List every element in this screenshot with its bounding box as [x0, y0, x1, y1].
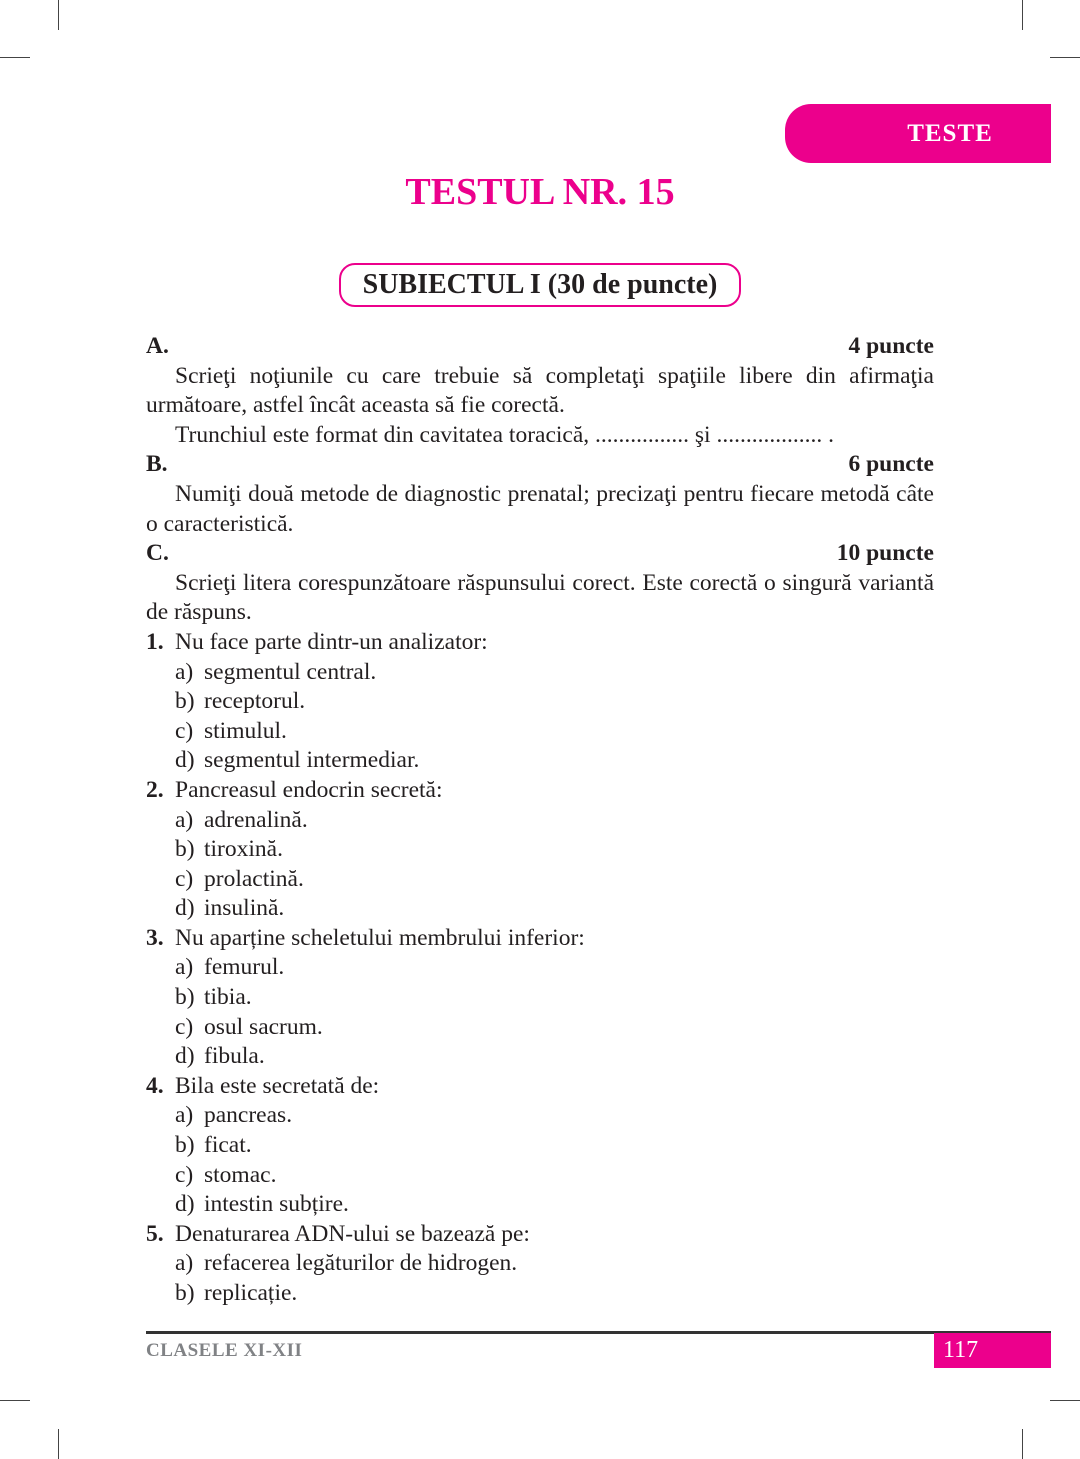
footer-divider: [146, 1331, 1051, 1334]
answer-option: [146, 894, 934, 924]
option-text: stomac.: [204, 1161, 277, 1188]
section-letter: A.: [146, 333, 169, 359]
question-text: Bila este secretată de:: [175, 1072, 380, 1099]
answer-option: [146, 1190, 934, 1220]
answer-option: [146, 1101, 934, 1131]
question-text: Denaturarea ADN-ului se bazează pe:: [175, 1220, 530, 1247]
question: [146, 924, 934, 954]
option-letter: c): [175, 865, 194, 892]
answer-option: [146, 806, 934, 836]
option-text: intestin subțire.: [204, 1191, 349, 1218]
option-text: femurul.: [204, 954, 285, 981]
question: [146, 776, 934, 806]
answer-option: [146, 835, 934, 865]
option-letter: d): [175, 747, 195, 774]
option-text: tibia.: [204, 984, 252, 1011]
answer-option: [146, 717, 934, 747]
option-letter: c): [175, 1013, 194, 1040]
section-letter: C.: [146, 540, 169, 567]
answer-option: [146, 1013, 934, 1043]
subject-heading: SUBIECTUL I (30 de puncte): [339, 263, 741, 307]
question-number: 2.: [146, 776, 164, 803]
answer-option: [146, 1249, 934, 1279]
test-content: [146, 332, 934, 1309]
option-text: insulină.: [204, 895, 285, 922]
question: [146, 628, 934, 658]
crop-mark: [58, 0, 59, 30]
question-number: 4.: [146, 1072, 164, 1099]
crop-mark: [58, 1429, 59, 1459]
section-a-text: Scrieţi noţiunile cu care trebuie să completaţi spaţiile libere din afirmaţia următoare, astfel încât aceasta să fie corectă.: [146, 362, 934, 419]
option-letter: c): [175, 1161, 194, 1188]
option-letter: a): [175, 954, 194, 981]
crop-mark: [0, 1400, 30, 1401]
footer-label: CLASELE XI-XII: [146, 1340, 303, 1361]
question-number: 5.: [146, 1220, 164, 1247]
page-title: TESTUL NR. 15: [405, 171, 675, 213]
answer-option: [146, 953, 934, 983]
answer-option: [146, 1161, 934, 1191]
answer-option: [146, 983, 934, 1013]
option-text: prolactină.: [204, 865, 304, 892]
option-letter: b): [175, 836, 195, 863]
section-letter: B.: [146, 451, 168, 478]
section-c-header: [146, 539, 934, 569]
answer-option: [146, 1042, 934, 1072]
question-list: [146, 628, 934, 1309]
option-letter: a): [175, 1102, 194, 1129]
crop-mark: [0, 57, 30, 58]
option-letter: a): [175, 1250, 194, 1277]
answer-option: [146, 865, 934, 895]
question: [146, 1220, 934, 1250]
option-text: refacerea legăturilor de hidrogen.: [204, 1250, 518, 1277]
option-letter: a): [175, 806, 194, 833]
option-text: receptorul.: [204, 688, 306, 715]
section-b-text: Numiţi două metode de diagnostic prenatal; precizaţi pentru fiecare metodă câte o caracteristică.: [146, 480, 934, 537]
option-letter: c): [175, 717, 194, 744]
option-text: pancreas.: [204, 1102, 293, 1129]
section-points: 10 puncte: [836, 540, 934, 567]
option-text: segmentul central.: [204, 658, 377, 685]
option-letter: d): [175, 895, 195, 922]
question-text: Nu face parte dintr-un analizator:: [175, 628, 488, 655]
option-letter: b): [175, 984, 195, 1011]
option-letter: d): [175, 1043, 195, 1070]
section-c-text: Scrieţi litera corespunzătoare răspunsului corect. Este corectă o singură variantă de răspuns.: [146, 569, 934, 626]
crop-mark: [1050, 1400, 1080, 1401]
question-text: Nu aparține scheletului membrului inferior:: [175, 924, 585, 951]
option-text: segmentul intermediar.: [204, 747, 420, 774]
option-text: ficat.: [204, 1132, 252, 1159]
answer-option: [146, 1131, 934, 1161]
option-text: fibula.: [204, 1043, 265, 1070]
option-text: osul sacrum.: [204, 1013, 323, 1040]
option-letter: b): [175, 1280, 195, 1306]
crop-mark: [1022, 1429, 1023, 1459]
option-text: replicație.: [204, 1280, 298, 1306]
answer-option: [146, 687, 934, 717]
page-number: 117: [934, 1333, 1051, 1368]
option-text: stimulul.: [204, 717, 287, 744]
option-letter: b): [175, 688, 195, 715]
question: [146, 1072, 934, 1102]
option-letter: a): [175, 658, 194, 685]
option-text: adrenalină.: [204, 806, 308, 833]
answer-option: [146, 658, 934, 688]
question-text: Pancreasul endocrin secretă:: [175, 776, 443, 803]
section-points: 6 puncte: [848, 451, 934, 478]
section-tab: TESTE: [785, 104, 1051, 163]
section-b-header: [146, 450, 934, 480]
question-number: 1.: [146, 628, 164, 655]
section-points: 4 puncte: [848, 333, 934, 359]
answer-option: [146, 1279, 934, 1309]
option-letter: d): [175, 1191, 195, 1218]
section-a-fill-in: Trunchiul este format din cavitatea toracică, ................ şi .................. .: [175, 421, 834, 448]
answer-option: [146, 746, 934, 776]
option-letter: b): [175, 1132, 195, 1159]
option-text: tiroxină.: [204, 836, 283, 863]
question-number: 3.: [146, 924, 164, 951]
crop-mark: [1022, 0, 1023, 30]
section-a-header: [146, 332, 934, 362]
crop-mark: [1050, 57, 1080, 58]
